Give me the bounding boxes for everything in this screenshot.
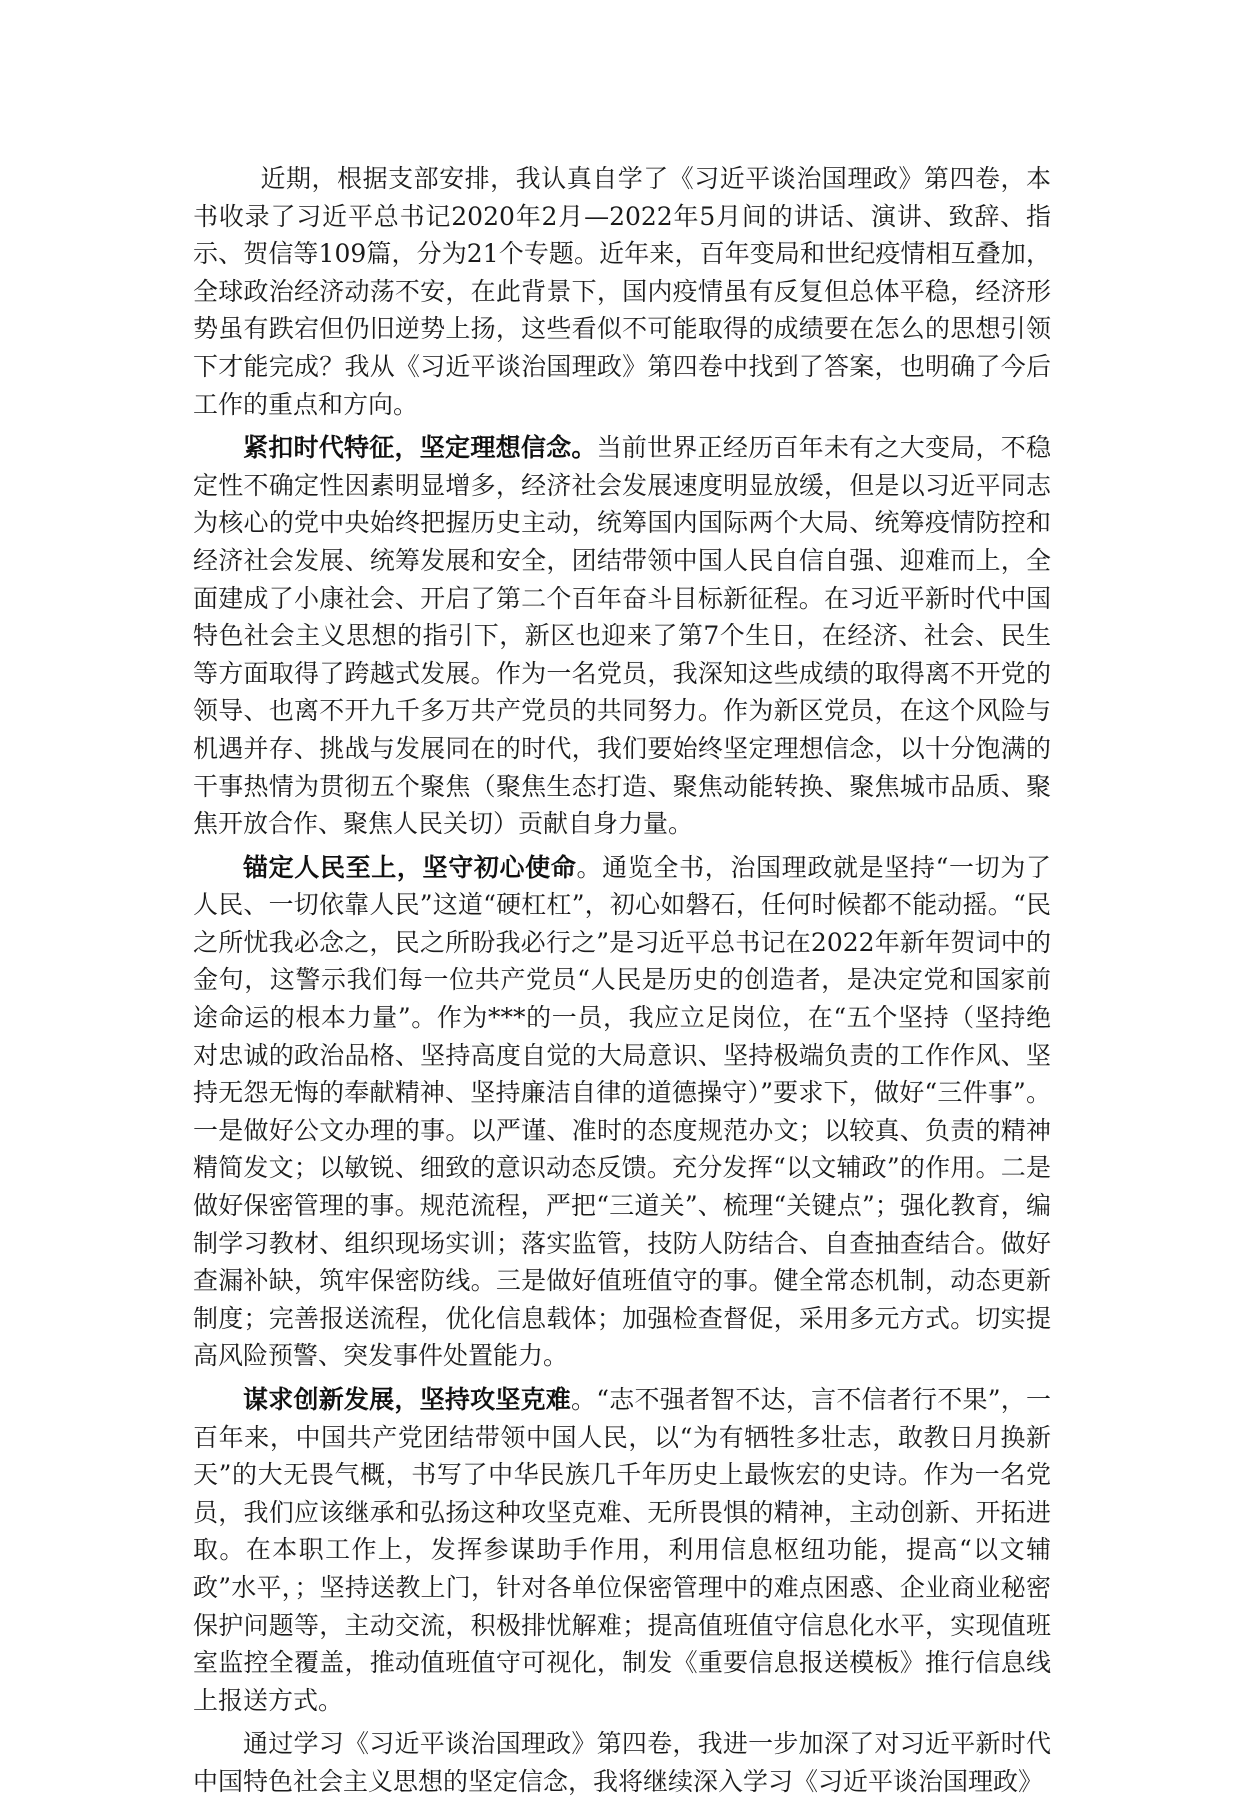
paragraph-conclusion	[193, 1725, 1051, 1800]
paragraph-text: 通过学习《习近平谈治国理政》第四卷，我进一步加深了对习近平新时代中国特色社会主义思想的坚定信念，我将继续深入学习《习近平谈治国理政》	[193, 1729, 1051, 1796]
paragraph-lead: 谋求创新发展，坚持攻坚克难	[243, 1385, 572, 1414]
paragraph-text: 。“志不强者智不达，言不信者行不果”，一百年来，中国共产党团结带领中国人民，以“为有牺牲多壮志，敢教日月换新天”的大无畏气概，书写了中华民族几千年历史上最恢宏的史诗。作为一名党员，我们应该继承和弘扬这种攻坚克难、无所畏惧的精神，主动创新、开拓进取。在本职工作上，发挥参谋助手作用，利用信息枢纽功能，提高“以文辅政”水平，；坚持送教上门，针对各单位保密管理中的难点困惑、企业商业秘密保护问题等，主动交流，积极排忧解难；提高值班值守信息化水平，实现值班室监控全覆盖，推动值班值守可视化，制发《重要信息报送模板》推行信息线上报送方式。	[193, 1385, 1051, 1715]
document-body	[193, 160, 1051, 1801]
paragraph-lead: 紧扣时代特征，坚定理想信念。	[243, 433, 597, 463]
paragraph-text: 近期，根据支部安排，我认真自学了《习近平谈治国理政》第四卷，本书收录了习近平总书记2020年2月—2022年5月间的讲话、演讲、致辞、指示、贺信等109篇，分为21个专题。近年来，百年变局和世纪疫情相互叠加，全球政治经济动荡不安，在此背景下，国内疫情虽有反复但总体平稳，经济形势虽有跌宕但仍旧逆势上扬，这些看似不可能取得的成绩要在怎么的思想引领下才能完成？我从《习近平谈治国理政》第四卷中找到了答案，也明确了今后工作的重点和方向。	[193, 164, 1051, 419]
paragraph-innovation	[193, 1381, 1051, 1719]
paragraph-text: 。通览全书，治国理政就是坚持“一切为了人民、一切依靠人民”这道“硬杠杠”，初心如磐石，任何时候都不能动摇。“民之所忧我必念之，民之所盼我必行之”是习近平总书记在2022年新年贺词中的金句，这警示我们每一位共产党员“人民是历史的创造者，是决定党和国家前途命运的根本力量”。作为***的一员，我应立足岗位，在“五个坚持（坚持绝对忠诚的政治品格、坚持高度自觉的大局意识、坚持极端负责的工作作风、坚持无怨无悔的奉献精神、坚持廉洁自律的道德操守）”要求下，做好“三件事”。一是做好公文办理的事。以严谨、准时的态度规范办文；以较真、负责的精神精简发文；以敏锐、细致的意识动态反馈。充分发挥“以文辅政”的作用。二是做好保密管理的事。规范流程，严把“三道关”、梳理“关键点”；强化教育，编制学习教材、组织现场实训；落实监管，技防人防结合、自查抽查结合。做好查漏补缺，筑牢保密防线。三是做好值班值守的事。健全常态机制，动态更新制度；完善报送流程，优化信息载体；加强检查督促，采用多元方式。切实提高风险预警、突发事件处置能力。	[193, 852, 1051, 1371]
paragraph-lead: 锚定人民至上，坚守初心使命	[243, 852, 577, 882]
paragraph-intro	[193, 160, 1051, 423]
paragraph-people	[193, 849, 1051, 1375]
paragraph-ideals	[193, 429, 1051, 843]
paragraph-text: 当前世界正经历百年未有之大变局，不稳定性不确定性因素明显增多，经济社会发展速度明显放缓，但是以习近平同志为核心的党中央始终把握历史主动，统筹国内国际两个大局、统筹疫情防控和经济社会发展、统筹发展和安全，团结带领中国人民自信自强、迎难而上，全面建成了小康社会、开启了第二个百年奋斗目标新征程。在习近平新时代中国特色社会主义思想的指引下，新区也迎来了第7个生日，在经济、社会、民生等方面取得了跨越式发展。作为一名党员，我深知这些成绩的取得离不开党的领导、也离不开九千多万共产党员的共同努力。作为新区党员，在这个风险与机遇并存、挑战与发展同在的时代，我们要始终坚定理想信念，以十分饱满的干事热情为贯彻五个聚焦（聚焦生态打造、聚焦动能转换、聚焦城市品质、聚焦开放合作、聚焦人民关切）贡献自身力量。	[193, 433, 1051, 839]
